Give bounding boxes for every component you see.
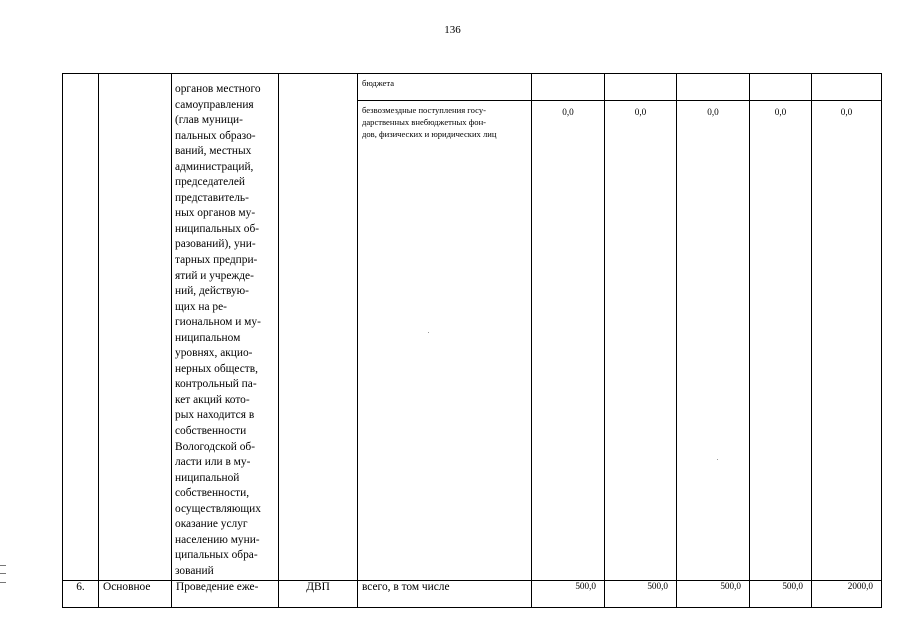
description-line: Вологодской об- [175, 440, 256, 453]
cell-value: 0,0 [750, 101, 812, 580]
description-line: (глав муници- [175, 114, 243, 127]
cell-value: 500,0 [677, 580, 750, 607]
cell-value: 0,0 [532, 101, 605, 580]
cell-source [358, 74, 532, 101]
description-line: разований), уни- [175, 238, 256, 251]
cell-type: Основное [99, 580, 172, 607]
description-line: зований [175, 564, 214, 577]
source-line: безвозмездные поступления госу- [362, 105, 486, 116]
description-line: председателей [175, 176, 246, 189]
source-line: дарственных внебюджетных фон- [362, 117, 487, 128]
cell-value: 500,0 [750, 580, 812, 607]
cell-number [63, 74, 99, 581]
description-line: уровнях, акцио- [175, 347, 253, 360]
description-line: ласти или в му- [175, 456, 251, 469]
description-line: населению муни- [175, 533, 260, 546]
cell-value [677, 74, 750, 101]
cell-value [532, 74, 605, 101]
table-row [63, 74, 882, 101]
description-line: администраций, [175, 160, 254, 173]
binding-edge-mark [0, 565, 6, 583]
program-table [62, 73, 882, 608]
cell-name: Проведение еже- [172, 580, 279, 607]
description-line: нерных обществ, [175, 362, 258, 375]
cell-source [358, 101, 532, 580]
cell-value: 0,0 [812, 101, 882, 580]
cell-value: 500,0 [605, 580, 677, 607]
description-line: ний, действую- [175, 285, 249, 298]
cell-type [99, 74, 172, 581]
cell-value [812, 74, 882, 101]
description-line: рых находится в [175, 409, 255, 422]
cell-value: 0,0 [677, 101, 750, 580]
cell-executor [279, 74, 358, 581]
source-line: дов, физических и юридических лиц [362, 129, 497, 140]
description-line: собственности, [175, 487, 250, 500]
description-line: пальных образо- [175, 129, 256, 142]
description-line: ваний, местных [175, 145, 252, 158]
cell-description [172, 74, 279, 581]
cell-value: 500,0 [532, 580, 605, 607]
cell-number: 6. [63, 580, 99, 607]
description-line: оказание услуг [175, 518, 248, 531]
description-line: самоуправления [175, 98, 254, 111]
page-number: 136 [444, 24, 461, 36]
cell-value: 2000,0 [812, 580, 882, 607]
description-line: кет акций кото- [175, 393, 250, 406]
description-line: ниципальных об- [175, 222, 260, 235]
description-line: ципальных обра- [175, 549, 258, 562]
description-line: гиональном и му- [175, 316, 261, 329]
description-line: ятий и учрежде- [175, 269, 254, 282]
description-line: собственности [175, 425, 247, 438]
description-line: тарных предпри- [175, 254, 258, 267]
description-line: щих на ре- [175, 300, 227, 313]
description-line: ниципальной [175, 471, 240, 484]
table-row [63, 580, 882, 607]
cell-executor: ДВП [279, 580, 358, 607]
description-line: контрольный па- [175, 378, 257, 391]
cell-value [750, 74, 812, 101]
cell-source: всего, в том числе [358, 580, 532, 607]
description-line: ниципальном [175, 331, 241, 344]
description-line: органов местного [175, 83, 261, 95]
cell-value: 0,0 [605, 101, 677, 580]
description-line: осуществляющих [175, 502, 261, 515]
description-line: ных органов му- [175, 207, 256, 220]
cell-value [605, 74, 677, 101]
source-text: бюджета [362, 78, 395, 88]
description-line: представитель- [175, 191, 249, 204]
